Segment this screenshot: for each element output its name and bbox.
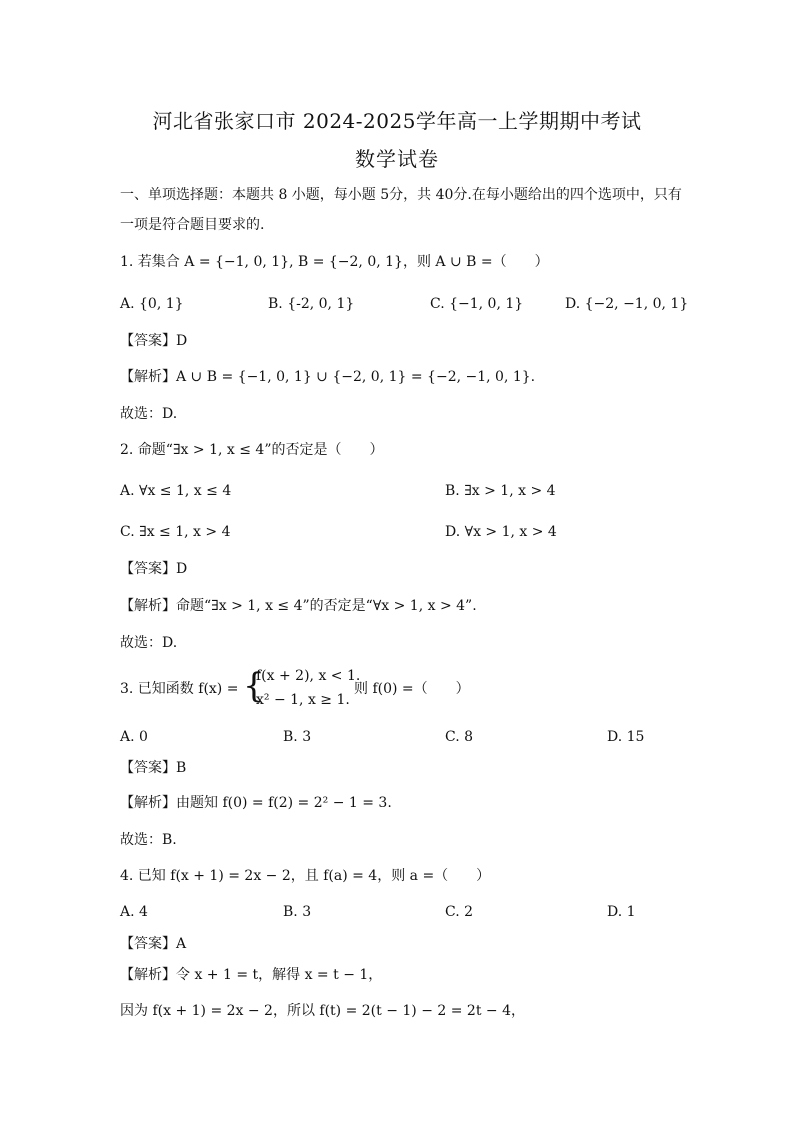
question-2-option-a: A. ∀x ≤ 1, x ≤ 4 <box>120 483 232 499</box>
question-2-analysis: 【解析】命题“∃x > 1, x ≤ 4”的否定是“∀x > 1, x > 4”. <box>120 598 477 614</box>
question-4-option-d: D. 1 <box>607 904 636 920</box>
section-instruction-line1: 一、单项选择题：本题共 8 小题，每小题 5分，共 40分.在每小题给出的四个选项中，只有 <box>120 187 682 203</box>
question-4-analysis-line2: 因为 f(x + 1) = 2x − 2，所以 f(t) = 2(t − 1) − 2 = 2t − 4， <box>120 1003 526 1019</box>
question-3-answer: 【答案】B <box>120 760 187 776</box>
question-4-answer: 【答案】A <box>120 936 187 952</box>
question-4-option-a: A. 4 <box>120 904 148 920</box>
piecewise-brace: { <box>243 666 265 706</box>
question-4-analysis-line1: 【解析】令 x + 1 = t，解得 x = t − 1， <box>120 967 383 983</box>
question-1-option-d: D. {−2, −1, 0, 1} <box>565 296 689 312</box>
question-3-option-d: D. 15 <box>607 729 645 745</box>
question-3-piece-2: x² − 1, x ≥ 1. <box>256 692 350 708</box>
page-subtitle: 数学试卷 <box>355 147 439 171</box>
question-1-answer: 【答案】D <box>120 333 188 349</box>
question-1-option-b: B. {-2, 0, 1} <box>268 296 355 312</box>
section-instruction-line2: 一项是符合题目要求的. <box>120 217 265 233</box>
question-4-option-b: B. 3 <box>283 904 312 920</box>
question-4-option-c: C. 2 <box>445 904 474 920</box>
question-3-stem-prefix: 3. 已知函数 f(x) = <box>120 681 239 697</box>
question-2-answer: 【答案】D <box>120 561 188 577</box>
question-2-stem: 2. 命题“∃x > 1, x ≤ 4”的否定是（ ） <box>120 442 384 458</box>
question-1-option-c: C. {−1, 0, 1} <box>430 296 524 312</box>
question-4-stem: 4. 已知 f(x + 1) = 2x − 2，且 f(a) = 4，则 a =（ ） <box>120 868 491 884</box>
question-3-stem-suffix: 则 f(0) =（ ） <box>354 681 470 697</box>
question-3-option-a: A. 0 <box>120 729 148 745</box>
question-3-option-b: B. 3 <box>283 729 312 745</box>
question-1-option-a: A. {0, 1} <box>120 296 184 312</box>
question-3-option-c: C. 8 <box>445 729 474 745</box>
question-3-piece-1: f(x + 2), x < 1. <box>256 668 361 684</box>
question-1-stem: 1. 若集合 A = {−1, 0, 1}, B = {−2, 0, 1}，则 A ∪ B =（ ） <box>120 254 549 270</box>
question-1-choose: 故选：D. <box>120 406 178 422</box>
question-2-option-b: B. ∃x > 1, x > 4 <box>445 483 556 499</box>
question-2-choose: 故选：D. <box>120 635 178 651</box>
question-1-analysis: 【解析】A ∪ B = {−1, 0, 1} ∪ {−2, 0, 1} = {−2, −1, 0, 1}. <box>120 369 536 385</box>
question-2-option-c: C. ∃x ≤ 1, x > 4 <box>120 524 231 540</box>
page-title: 河北省张家口市 2024-2025学年高一上学期期中考试 <box>152 109 642 133</box>
question-2-option-d: D. ∀x > 1, x > 4 <box>445 524 557 540</box>
question-3-analysis: 【解析】由题知 f(0) = f(2) = 2² − 1 = 3. <box>120 795 392 811</box>
question-3-choose: 故选：B. <box>120 832 177 848</box>
